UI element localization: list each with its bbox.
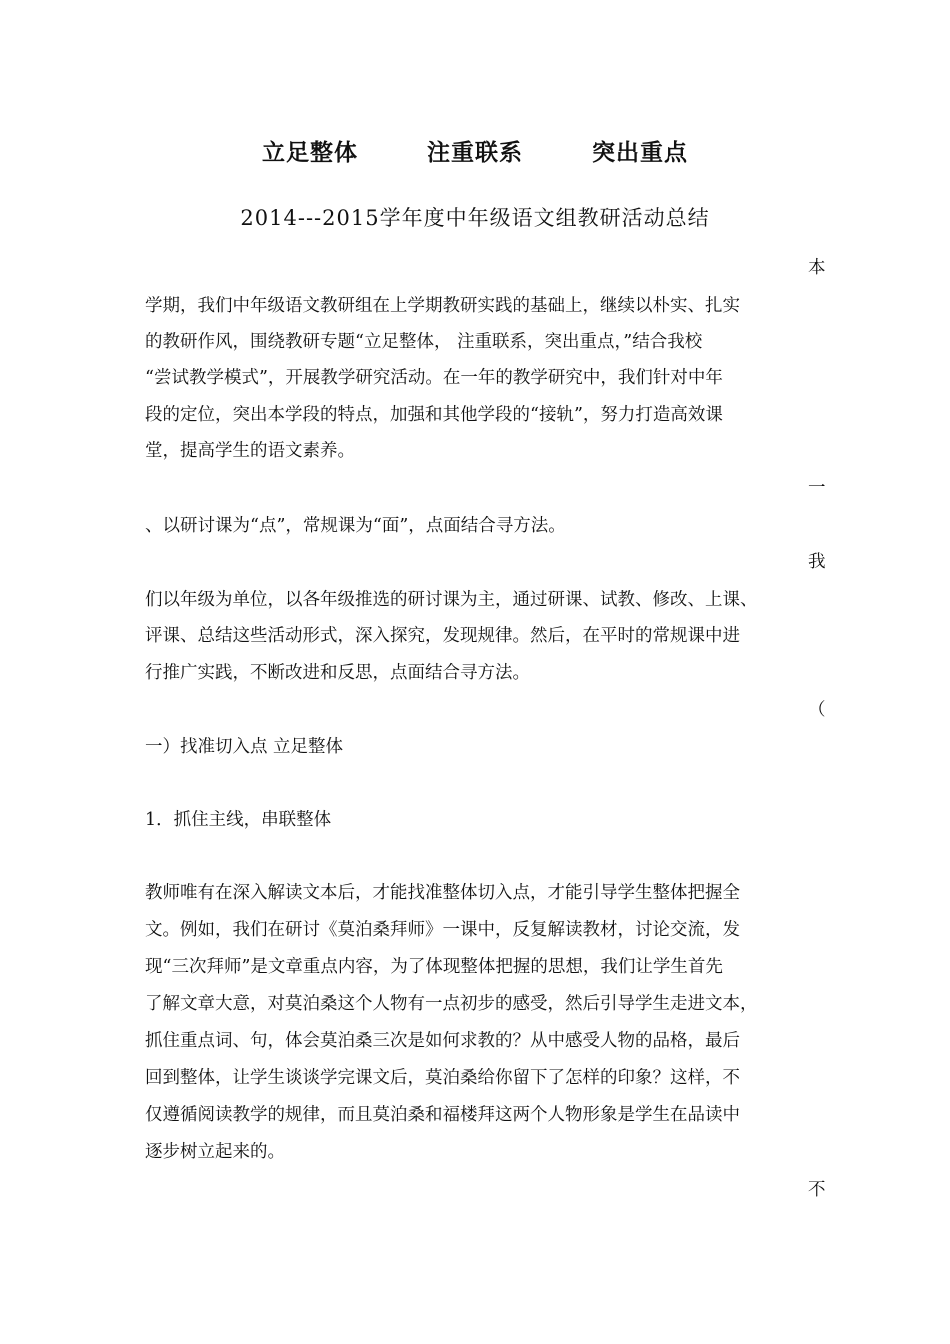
para3-line: 逐步树立起来的。 (145, 1142, 285, 1162)
para3-line: 现“三次拜师”是文章重点内容，为了体现整体把握的思想，我们让学生首先 (145, 957, 723, 977)
para1-line: 堂，提高学生的语文素养。 (145, 441, 355, 461)
title-part-1: 立足整体 (261, 140, 358, 166)
para1-lead-char: 本 (808, 258, 826, 278)
para2-line: 们以年级为单位，以各年级推选的研讨课为主，通过研课、试教、修改、上课、 (145, 590, 758, 610)
subsection1-heading: 一）找准切入点 立足整体 (145, 737, 344, 757)
para1-line: 段的定位，突出本学段的特点，加强和其他学段的“接轨”，努力打造高效课 (145, 405, 723, 425)
para2-lead-char: 我 (808, 552, 826, 572)
title-part-3: 突出重点 (592, 140, 689, 166)
para3-line: 仅遵循阅读教学的规律，而且莫泊桑和福楼拜这两个人物形象是学生在品读中 (145, 1105, 740, 1125)
section1-heading: 、以研讨课为“点”，常规课为“面”，点面结合寻方法。 (145, 516, 566, 536)
section1-lead-char: 一 (808, 478, 826, 498)
para1-line: 的教研作风，围绕教研专题“立足整体， 注重联系，突出重点，”结合我校 (145, 332, 703, 352)
para2-line: 行推广实践，不断改进和反思，点面结合寻方法。 (145, 663, 530, 683)
subsection1-lead-char: （ (808, 700, 826, 720)
para2-line: 评课、总结这些活动形式，深入探究，发现规律。然后，在平时的常规课中进 (145, 626, 740, 646)
trailing-lead-char: 不 (808, 1180, 826, 1200)
document-subtitle: 2014---2015学年度中年级语文组教研活动总结 (240, 206, 710, 230)
document-title (0, 134, 950, 167)
item1-heading: 1．抓住主线，串联整体 (145, 810, 332, 830)
para3-line: 抓住重点词、句，体会莫泊桑三次是如何求教的？从中感受人物的品格，最后 (145, 1031, 740, 1051)
para3-line: 教师唯有在深入解读文本后，才能找准整体切入点，才能引导学生整体把握全 (145, 883, 740, 903)
para1-line: 学期，我们中年级语文教研组在上学期教研实践的基础上，继续以朴实、扎实 (145, 296, 740, 316)
para3-line: 回到整体，让学生谈谈学完课文后，莫泊桑给你留下了怎样的印象？这样，不 (145, 1068, 740, 1088)
title-part-2: 注重联系 (427, 140, 523, 166)
para3-line: 文。例如，我们在研讨《莫泊桑拜师》一课中，反复解读教材，讨论交流，发 (145, 920, 740, 940)
para3-line: 了解文章大意，对莫泊桑这个人物有一点初步的感受，然后引导学生走进文本， (145, 994, 758, 1014)
para1-line: “尝试教学模式”，开展教学研究活动。在一年的教学研究中，我们针对中年 (145, 368, 723, 388)
